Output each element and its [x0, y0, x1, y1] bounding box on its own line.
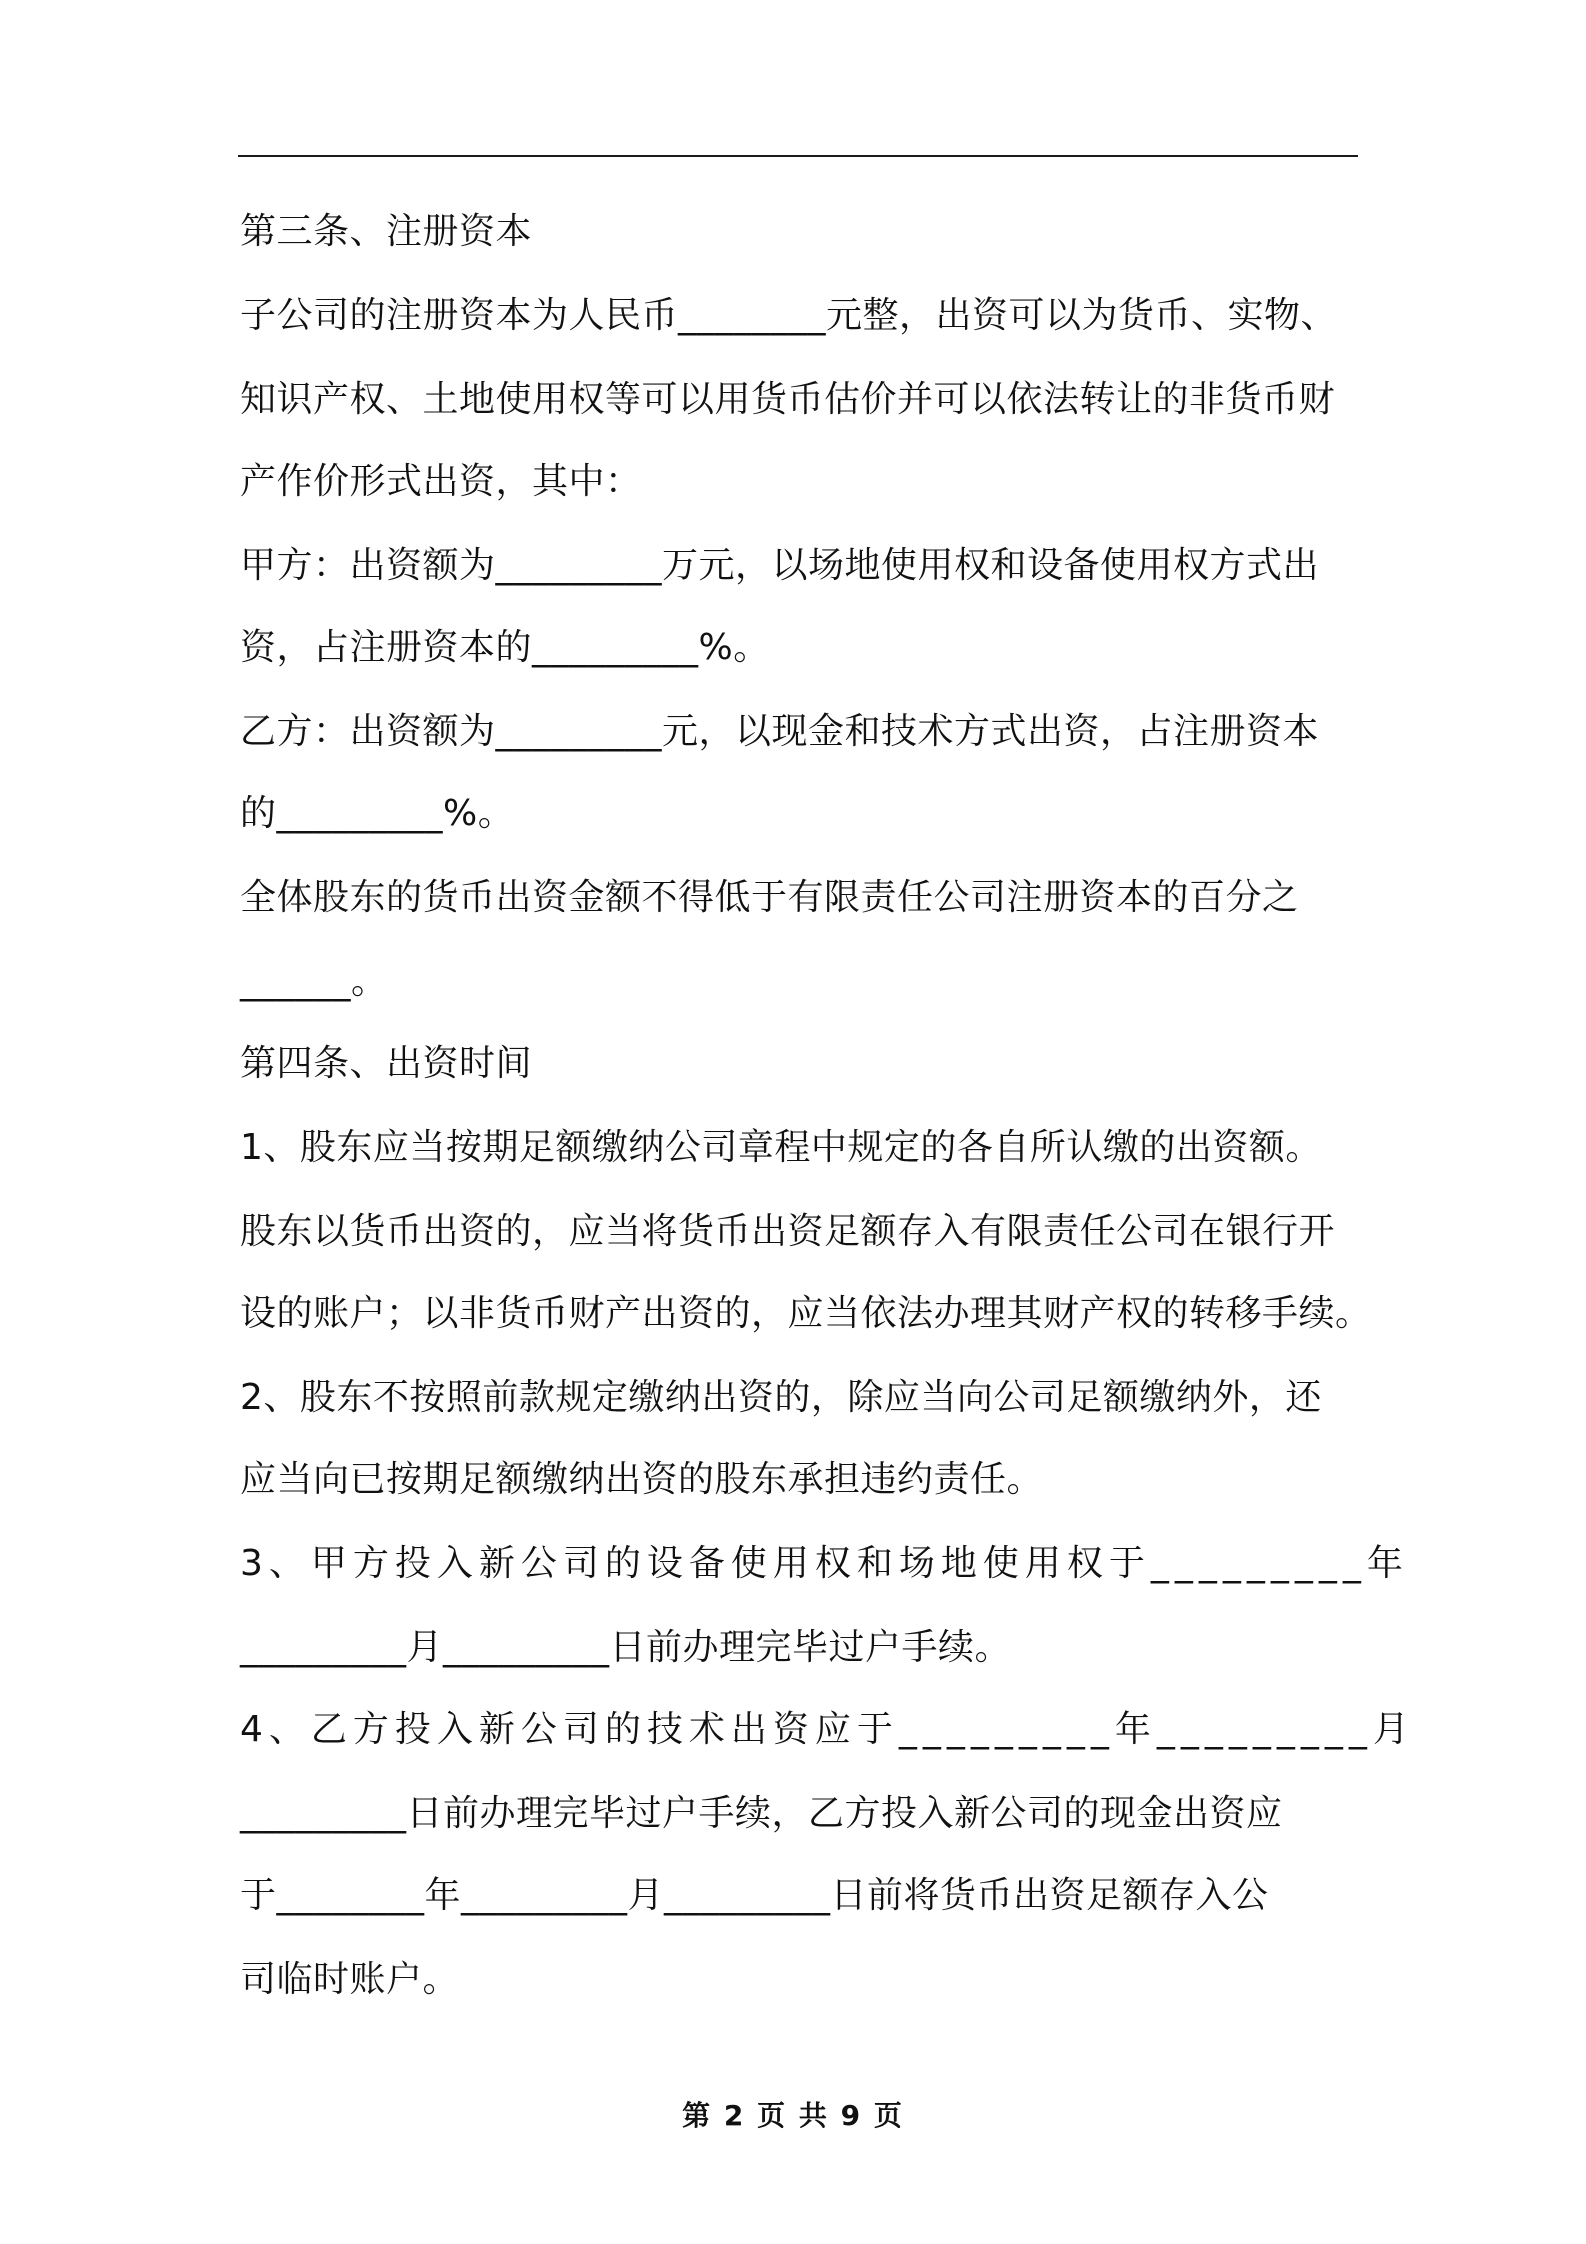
paragraph-line: 甲方：出资额为_________万元，以场地使用权和设备使用权方式出 [240, 545, 1320, 586]
paragraph-line: 子公司的注册资本为人民币________元整，出资可以为货币、实物、 [240, 295, 1338, 336]
paragraph-line: 的_________%。 [240, 793, 515, 834]
paragraph-line: 全体股东的货币出资金额不得低于有限责任公司注册资本的百分之 [240, 877, 1299, 918]
paragraph-line: _________日前办理完毕过户手续，乙方投入新公司的现金出资应 [240, 1793, 1283, 1834]
paragraph-line: 资，占注册资本的_________%。 [240, 627, 770, 668]
paragraph-line: 2、股东不按照前款规定缴纳出资的，除应当向公司足额缴纳外，还 [240, 1377, 1322, 1418]
paragraph-line: 4、乙方投入新公司的技术出资应于_________年_________月 [240, 1709, 1415, 1750]
paragraph-line: 司临时账户。 [240, 1959, 460, 2000]
paragraph-line: ______。 [240, 961, 388, 1002]
paragraph-line: 股东以货币出资的，应当将货币出资足额存入有限责任公司在银行开 [240, 1211, 1336, 1252]
paragraph-line: 1、股东应当按期足额缴纳公司章程中规定的各自所认缴的出资额。 [240, 1127, 1322, 1168]
paragraph-line: 于________年_________月_________日前将货币出资足额存入公 [240, 1875, 1269, 1916]
paragraph-line: 乙方：出资额为_________元，以现金和技术方式出资，占注册资本 [240, 711, 1320, 752]
header-rule [238, 155, 1358, 157]
page-number: 第 2 页 共 9 页 [682, 2099, 904, 2132]
paragraph-line: 设的账户；以非货币财产出资的，应当依法办理其财产权的转移手续。 [240, 1293, 1372, 1334]
paragraph-line: 知识产权、土地使用权等可以用货币估价并可以依法转让的非货币财 [240, 379, 1336, 420]
section-heading-4: 第四条、出资时间 [240, 1043, 533, 1084]
paragraph-line: _________月_________日前办理完毕过户手续。 [240, 1627, 1012, 1668]
paragraph-line: 3、甲方投入新公司的设备使用权和场地使用权于_________年 [240, 1543, 1409, 1584]
paragraph-line: 产作价形式出资，其中： [240, 461, 642, 502]
section-heading-3: 第三条、注册资本 [240, 211, 533, 252]
paragraph-line: 应当向已按期足额缴纳出资的股东承担违约责任。 [240, 1459, 1044, 1500]
